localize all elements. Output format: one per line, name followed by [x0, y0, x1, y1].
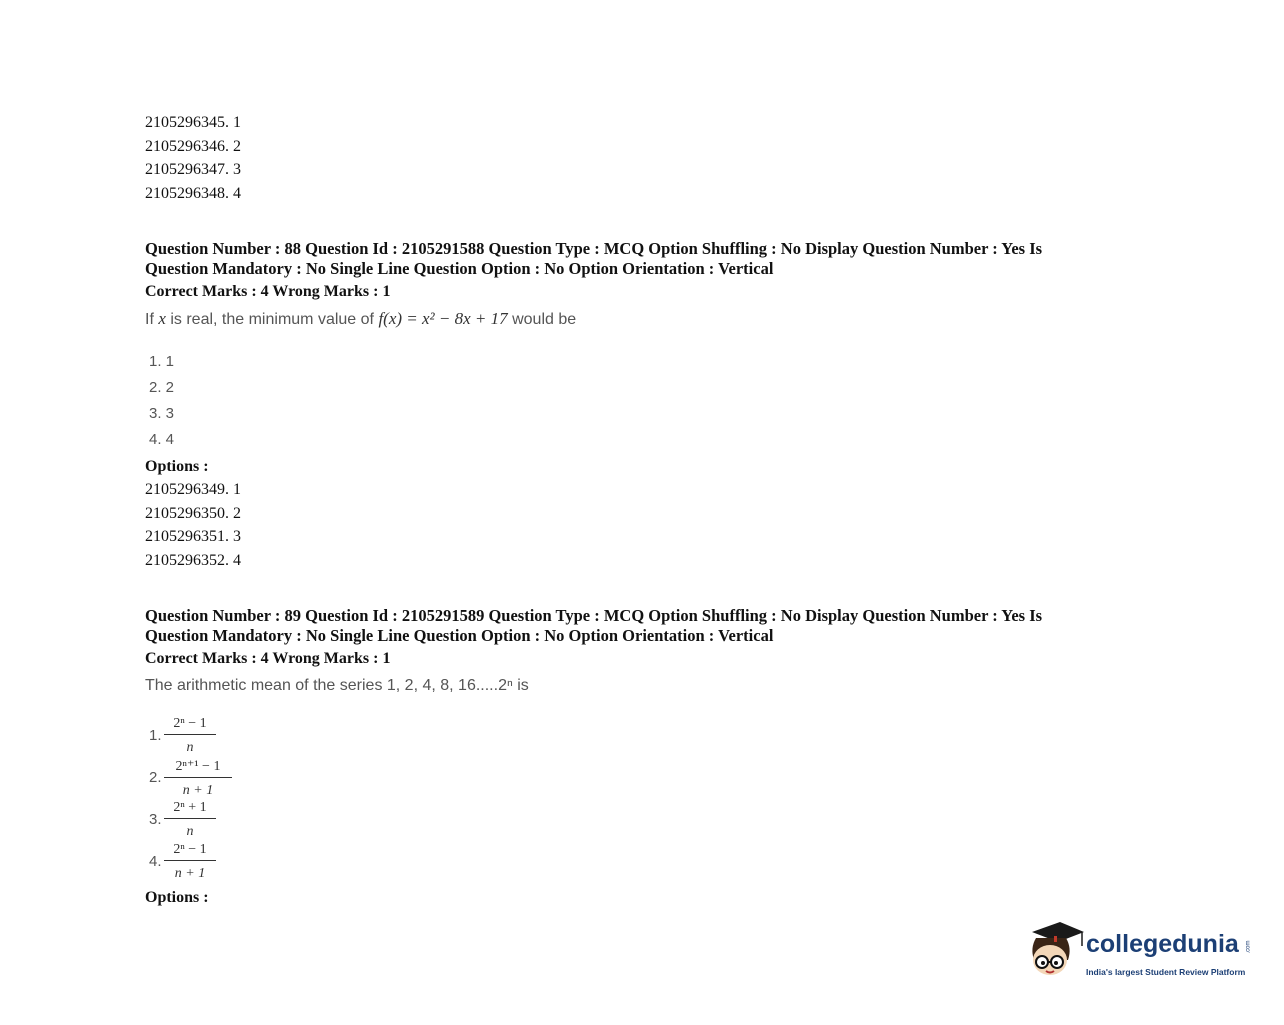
- q89-choice-1-den: n: [186, 740, 194, 755]
- q89-choice-3-label: 3.: [149, 811, 162, 828]
- q89-choice-4-den: n + 1: [174, 866, 206, 881]
- q89-choice-3-fraction: [164, 800, 216, 840]
- q88-option-1: 2105296349. 1: [145, 481, 241, 498]
- q88-choice-3: 3. 3: [149, 405, 175, 422]
- q89-choice-3-den: n: [186, 824, 194, 839]
- q88-question-text: [145, 309, 576, 329]
- q88-header-line1: Question Number : 88 Question Id : 2105291588 Question Type : MCQ Option Shuffling : No Display Question Number : Yes Is: [145, 239, 1043, 258]
- q89-choice-3-num: 2ⁿ + 1: [164, 800, 216, 819]
- q88-choice-4: 4. 4: [149, 431, 175, 448]
- q89-choice-2-label: 2.: [149, 769, 162, 786]
- q89-question-text: The arithmetic mean of the series 1, 2, 4, 8, 16.....2ⁿ is: [145, 677, 529, 694]
- q89-header-line1: Question Number : 89 Question Id : 2105291589 Question Type : MCQ Option Shuffling : No Display Question Number : Yes Is: [145, 606, 1043, 625]
- q89-choice-1-num: 2ⁿ − 1: [164, 716, 216, 735]
- q89-choice-1-fraction: [164, 716, 216, 756]
- logo-tagline: India's largest Student Review Platform: [1086, 967, 1246, 977]
- q88-option-2: 2105296350. 2: [145, 505, 241, 522]
- q88-text-part3: would be: [512, 311, 577, 328]
- mascot-icon: [1024, 918, 1086, 986]
- q88-text-part2: is real, the minimum value of: [170, 311, 374, 328]
- q89-choice-1-label: 1.: [149, 727, 162, 744]
- q89-marks: Correct Marks : 4 Wrong Marks : 1: [145, 650, 391, 667]
- q89-header: [145, 606, 1105, 645]
- q88-text-var: x: [158, 309, 166, 328]
- q89-choice-4-label: 4.: [149, 853, 162, 870]
- q88-option-3: 2105296351. 3: [145, 528, 241, 545]
- q88-options-label: Options :: [145, 458, 209, 475]
- q88-choice-1: 1. 1: [149, 353, 175, 370]
- q89-choice-4-num: 2ⁿ − 1: [164, 842, 216, 861]
- collegedunia-logo: [1024, 918, 1254, 988]
- q88-choice-2: 2. 2: [149, 379, 175, 396]
- q89-choice-2-num: 2ⁿ⁺¹ − 1: [164, 758, 232, 778]
- q88-header-line2: Question Mandatory : No Single Line Question Option : No Option Orientation : Vertical: [145, 258, 774, 278]
- q88-text-func: f(x) = x² − 8x + 17: [378, 309, 508, 328]
- q88-text-part1: If: [145, 311, 154, 328]
- prev-option-1: 2105296345. 1: [145, 114, 241, 131]
- q89-choice-2-den: n + 1: [182, 783, 214, 798]
- logo-name: collegedunia: [1086, 930, 1239, 958]
- q88-marks: Correct Marks : 4 Wrong Marks : 1: [145, 283, 391, 300]
- prev-option-2: 2105296346. 2: [145, 138, 241, 155]
- prev-option-3: 2105296347. 3: [145, 161, 241, 178]
- q88-option-4: 2105296352. 4: [145, 552, 241, 569]
- q89-choice-4-fraction: [164, 842, 216, 882]
- q89-choice-2-fraction: [164, 758, 232, 799]
- prev-option-4: 2105296348. 4: [145, 185, 241, 202]
- logo-tld: .com: [1245, 940, 1252, 954]
- q88-header: [145, 239, 1105, 278]
- q89-header-line2: Question Mandatory : No Single Line Question Option : No Option Orientation : Vertical: [145, 625, 774, 645]
- q89-options-label: Options :: [145, 889, 209, 906]
